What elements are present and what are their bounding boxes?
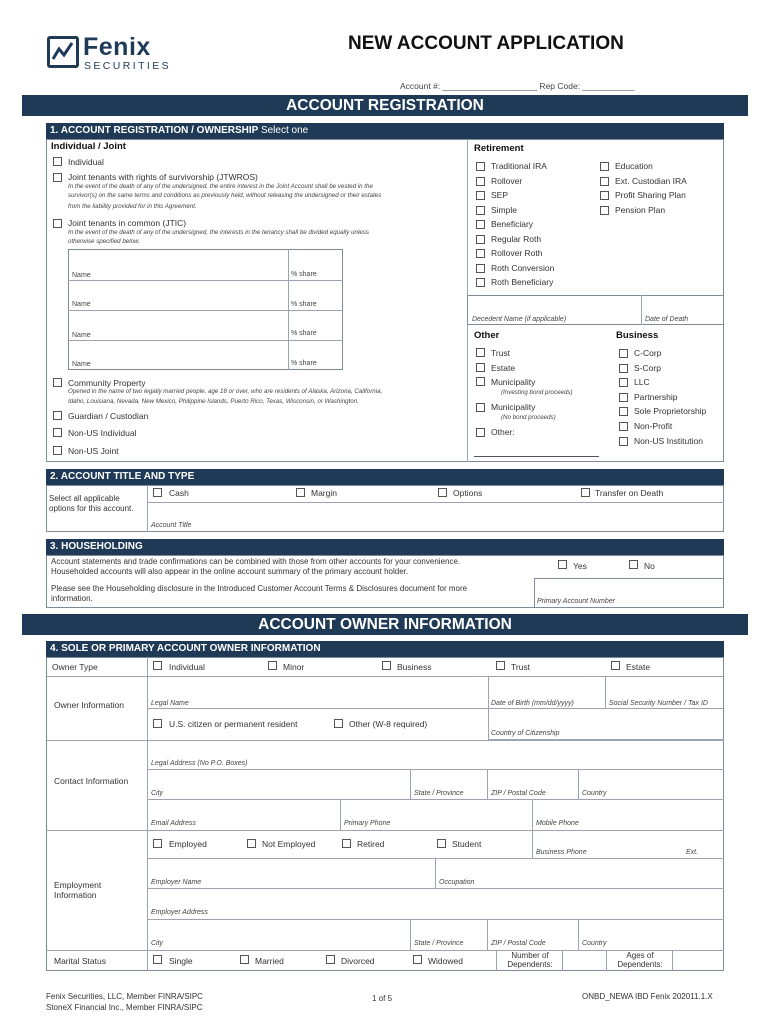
other-heading: Other [474, 330, 500, 341]
single-label: Single [169, 956, 193, 966]
guardian-label: Guardian / Custodian [68, 411, 149, 421]
margin-label: Margin [311, 488, 337, 498]
jtwros-note-2: survivor(s) on the same terms and conditions as previously held, without releasing the undersigned or their estates [68, 192, 382, 199]
retirement-option-checkbox[interactable] [476, 206, 485, 215]
owner-trust-checkbox[interactable] [496, 661, 505, 670]
account-owner-band: ACCOUNT OWNER INFORMATION [22, 614, 748, 635]
country-citizenship-label[interactable]: Country of Citizenship [491, 730, 560, 737]
owner-estate-checkbox[interactable] [611, 661, 620, 670]
jtic-note-2: otherwise specified below. [68, 238, 140, 245]
retirement-option-checkbox[interactable] [600, 177, 609, 186]
individual-label: Individual [68, 157, 104, 167]
name-label: Name [72, 332, 91, 339]
primary-phone-label[interactable]: Primary Phone [344, 820, 391, 827]
other-label: Other: [491, 427, 515, 437]
share-label: % share [291, 301, 317, 308]
nonus-individual-checkbox[interactable] [53, 428, 62, 437]
municipality-label: Municipality [491, 377, 536, 387]
page-title: NEW ACCOUNT APPLICATION [348, 33, 624, 54]
occupation-label[interactable]: Occupation [439, 879, 475, 886]
retirement-option-checkbox[interactable] [600, 206, 609, 215]
retirement-option-checkbox[interactable] [476, 249, 485, 258]
divider [147, 502, 724, 503]
divider [147, 708, 724, 709]
name-label: Name [72, 361, 91, 368]
employer-country-label[interactable]: Country [582, 940, 607, 947]
householding-text-4: information. [51, 594, 93, 603]
ssn-label[interactable]: Social Security Number / Tax ID [609, 700, 708, 707]
other-w8-label: Other (W-8 required) [349, 719, 428, 729]
jtwros-note-3: from the liability provided for in this Agreement. [68, 203, 197, 210]
jtwros-checkbox[interactable] [53, 173, 62, 182]
retirement-option-label: Simple [491, 204, 517, 215]
single-checkbox[interactable] [153, 955, 162, 964]
community-note-1: Opened in the name of two legally married people, age 18 or over, who are residents of Alaska, Arizona, California, [68, 388, 383, 395]
retirement-option-checkbox[interactable] [476, 191, 485, 200]
owner-type-label: Owner Type [52, 662, 98, 672]
business-option-checkbox[interactable] [619, 378, 628, 387]
retirement-option-label: Pension Plan [615, 204, 666, 215]
divider [672, 950, 673, 971]
business-heading: Business [616, 330, 659, 341]
divider [68, 340, 343, 341]
divider [410, 919, 411, 950]
widowed-checkbox[interactable] [413, 955, 422, 964]
other-line[interactable] [474, 456, 599, 457]
estate-checkbox[interactable] [476, 363, 485, 372]
business-option-label: C-Corp [634, 348, 662, 358]
divider [68, 310, 343, 311]
account-registration-band: ACCOUNT REGISTRATION [22, 95, 748, 116]
retirement-option-checkbox[interactable] [476, 278, 485, 287]
divider [487, 919, 488, 950]
country-label[interactable]: Country [582, 790, 607, 797]
retirement-option-label: Beneficiary [491, 219, 534, 229]
share-label: % share [291, 360, 317, 367]
tod-checkbox[interactable] [581, 488, 590, 497]
options-label: Options [453, 488, 483, 498]
owner-estate-label: Estate [626, 662, 651, 672]
householding-text-3: Please see the Householding disclosure in the Introduced Customer Account Terms & Disclosures document for more [51, 584, 468, 593]
business-option-checkbox[interactable] [619, 393, 628, 402]
municipality-note-2: (No bond proceeds) [501, 414, 556, 421]
retirement-option-label: SEP [491, 190, 509, 200]
city-label[interactable]: City [151, 790, 164, 797]
divider [147, 485, 148, 532]
owner-info-label: Owner Information [54, 700, 124, 710]
owner-individual-checkbox[interactable] [153, 661, 162, 670]
mobile-phone-label[interactable]: Mobile Phone [536, 820, 579, 827]
jtic-checkbox[interactable] [53, 219, 62, 228]
divider [147, 657, 148, 971]
employed-checkbox[interactable] [153, 839, 162, 848]
widowed-label: Widowed [428, 956, 463, 966]
married-label: Married [255, 956, 284, 966]
retirement-option-checkbox[interactable] [476, 220, 485, 229]
owner-business-checkbox[interactable] [382, 661, 391, 670]
retired-label: Retired [357, 839, 385, 849]
legal-name-label[interactable]: Legal Name [151, 700, 189, 707]
divorced-label: Divorced [341, 956, 375, 966]
married-checkbox[interactable] [240, 955, 249, 964]
section-3-header: 3. HOUSEHOLDING [46, 539, 724, 555]
retirement-option-checkbox[interactable] [600, 162, 609, 171]
retirement-option-label: Rollover [491, 175, 523, 186]
business-option-checkbox[interactable] [619, 364, 628, 373]
divider [488, 739, 724, 740]
section-1-header [46, 123, 724, 139]
not-employed-label: Not Employed [262, 839, 316, 849]
community-property-label: Community Property [68, 378, 146, 388]
business-option-label: Non-US Institution [634, 435, 703, 446]
section-2-header: 2. ACCOUNT TITLE AND TYPE [46, 469, 724, 485]
business-option-label: S-Corp [634, 362, 661, 373]
divider [410, 769, 411, 799]
decedent-label: Decedent Name (if applicable) [472, 316, 567, 323]
individual-joint-heading: Individual / Joint [51, 141, 126, 152]
municipality-note-1: (Investing bond proceeds) [501, 389, 573, 396]
divider [435, 858, 436, 888]
business-option-checkbox[interactable] [619, 407, 628, 416]
other-w8-checkbox[interactable] [334, 719, 343, 728]
tod-label: Transfer on Death [595, 488, 664, 498]
footer-member-2: StoneX Financial Inc., Member FINRA/SIPC [46, 1003, 203, 1012]
not-employed-checkbox[interactable] [247, 839, 256, 848]
marital-status-label: Marital Status [54, 956, 106, 966]
footer-member-1: Fenix Securities, LLC, Member FINRA/SIPC [46, 992, 203, 1001]
section-1-sub: Select one [260, 125, 309, 136]
divider [46, 830, 724, 831]
retirement-option-label: Education [615, 161, 653, 171]
divider [578, 919, 579, 950]
date-of-death-label: Date of Death [645, 316, 689, 323]
business-option-label: LLC [634, 377, 650, 388]
divider [496, 950, 497, 971]
community-property-checkbox[interactable] [53, 378, 62, 387]
options-checkbox[interactable] [438, 488, 447, 497]
householding-text-2: Householded accounts will also appear in the online account summary of the primary account holder. [51, 567, 409, 576]
retirement-option-label: Roth Conversion [491, 262, 555, 273]
citizen-checkbox[interactable] [153, 719, 162, 728]
retirement-heading: Retirement [474, 143, 524, 154]
business-option-label: Sole Proprietorship [634, 406, 707, 417]
divider [606, 950, 607, 971]
owner-minor-checkbox[interactable] [268, 661, 277, 670]
divider [68, 280, 343, 281]
divorced-checkbox[interactable] [326, 955, 335, 964]
name-label: Name [72, 272, 91, 279]
divider [147, 919, 724, 920]
brand-name: Fenix [83, 33, 151, 61]
retirement-option-checkbox[interactable] [600, 191, 609, 200]
retirement-option-checkbox[interactable] [476, 177, 485, 186]
employer-city-label[interactable]: City [151, 940, 164, 947]
name-label: Name [72, 301, 91, 308]
legal-address-label[interactable]: Legal Address (No P.O. Boxes) [151, 760, 248, 767]
employer-name-label[interactable]: Employer Name [151, 879, 202, 886]
contact-info-label: Contact Information [54, 776, 129, 786]
jtic-note-1: In the event of the death of any of the undersigned, the interests in the tenancy shall be divided equally unless [68, 229, 369, 236]
account-title-label[interactable]: Account Title [151, 522, 192, 529]
page-number: 1 of 5 [372, 994, 393, 1003]
business-option-label: Partnership [634, 391, 678, 402]
retirement-option-checkbox[interactable] [476, 235, 485, 244]
citizen-label: U.S. citizen or permanent resident [169, 719, 298, 729]
retirement-option-label: Roth Beneficiary [491, 277, 554, 287]
retirement-option-label: Traditional IRA [491, 161, 547, 171]
retired-checkbox[interactable] [342, 839, 351, 848]
municipality-nobond-label: Municipality [491, 402, 536, 412]
divider [532, 799, 533, 830]
margin-checkbox[interactable] [296, 488, 305, 497]
cash-checkbox[interactable] [153, 488, 162, 497]
divider [340, 799, 341, 830]
owner-business-label: Business [397, 662, 432, 672]
divider [641, 295, 642, 325]
retirement-option-label: Ext. Custodian IRA [615, 175, 687, 186]
householding-text-1: Account statements and trade confirmations can be combined with those from other accounts for your convenience. [51, 557, 461, 566]
owner-individual-label: Individual [169, 662, 205, 672]
student-label: Student [452, 839, 482, 849]
divider [562, 950, 563, 971]
householding-no-label: No [644, 561, 655, 571]
retirement-option-checkbox[interactable] [476, 162, 485, 171]
retirement-option-label: Profit Sharing Plan [615, 190, 686, 200]
divider [578, 769, 579, 799]
dob-label[interactable]: Date of Birth (mm/dd/yyyy) [491, 700, 574, 707]
form-code: ONBD_NEWA IBD Fenix 202011.1.X [582, 992, 713, 1001]
business-option-checkbox[interactable] [619, 437, 628, 446]
employer-state-label[interactable]: State / Province [414, 940, 464, 947]
share-label: % share [291, 330, 317, 337]
divider [46, 676, 724, 677]
estate-label: Estate [491, 363, 516, 373]
share-label: % share [291, 271, 317, 278]
select-note: Select all applicable options for this account. [49, 494, 134, 513]
retirement-option-label: Rollover Roth [491, 248, 543, 258]
divider [147, 769, 724, 770]
municipality-nobond-checkbox[interactable] [476, 403, 485, 412]
retirement-option-label: Regular Roth [491, 233, 542, 244]
email-label[interactable]: Email Address [151, 820, 196, 827]
householding-yes-checkbox[interactable] [558, 560, 567, 569]
divider [46, 740, 724, 741]
nonus-joint-checkbox[interactable] [53, 446, 62, 455]
brand-sub: SECURITIES [84, 60, 172, 72]
employer-zip-label[interactable]: ZIP / Postal Code [491, 940, 546, 947]
business-option-label: Non-Profit [634, 421, 673, 431]
other-checkbox[interactable] [476, 428, 485, 437]
trust-label: Trust [491, 348, 511, 358]
owner-minor-label: Minor [283, 662, 305, 672]
account-number-line[interactable]: Account #: ____________________ Rep Code: ___________ [400, 81, 635, 91]
guardian-checkbox[interactable] [53, 411, 62, 420]
student-checkbox[interactable] [437, 839, 446, 848]
section-4-header: 4. SOLE OR PRIMARY ACCOUNT OWNER INFORMATION [46, 641, 724, 657]
business-phone-label[interactable]: Business Phone [536, 849, 587, 856]
jtwros-note-1: In the event of the death of any of the undersigned, the entire interest in the Joint Account shall be vested in the [68, 183, 373, 190]
divider [147, 799, 724, 800]
divider [147, 888, 724, 889]
employer-address-label[interactable]: Employer Address [151, 909, 208, 916]
trust-checkbox[interactable] [476, 348, 485, 357]
jtic-label: Joint tenants in common (JTIC) [68, 218, 187, 228]
ext-label[interactable]: Ext. [686, 849, 699, 856]
owner-trust-label: Trust [511, 662, 531, 672]
cash-label: Cash [169, 488, 189, 498]
community-note-2: Idaho, Louisiana, Nevada, New Mexico, Philippine Islands, Puerto Rico, Texas, Wisconsin, or Washington. [68, 398, 359, 405]
state-label[interactable]: State / Province [414, 790, 464, 797]
householding-no-checkbox[interactable] [629, 560, 638, 569]
section-1-title: 1. ACCOUNT REGISTRATION / OWNERSHIP [50, 125, 259, 136]
ages-label: Ages of Dependents: [617, 951, 663, 969]
business-option-checkbox[interactable] [619, 349, 628, 358]
employed-label: Employed [169, 839, 207, 849]
business-option-checkbox[interactable] [619, 422, 628, 431]
nonus-individual-label: Non-US Individual [68, 428, 137, 438]
zip-label[interactable]: ZIP / Postal Code [491, 790, 546, 797]
divider [488, 676, 489, 740]
primary-account-label: Primary Account Number [537, 598, 615, 605]
jtwros-label: Joint tenants with rights of survivorship (JTWROS) [68, 172, 258, 182]
municipality-checkbox[interactable] [476, 377, 485, 386]
dependents-label: Number of Dependents: [507, 951, 553, 969]
divider [487, 769, 488, 799]
retirement-option-checkbox[interactable] [476, 264, 485, 273]
logo-mark [47, 36, 79, 68]
individual-checkbox[interactable] [53, 157, 62, 166]
nonus-joint-label: Non-US Joint [68, 446, 119, 456]
divider [532, 830, 533, 858]
employment-info-label: Employment Information [54, 880, 102, 900]
divider [605, 676, 606, 708]
chart-icon [50, 39, 76, 65]
householding-yes-label: Yes [573, 561, 587, 571]
